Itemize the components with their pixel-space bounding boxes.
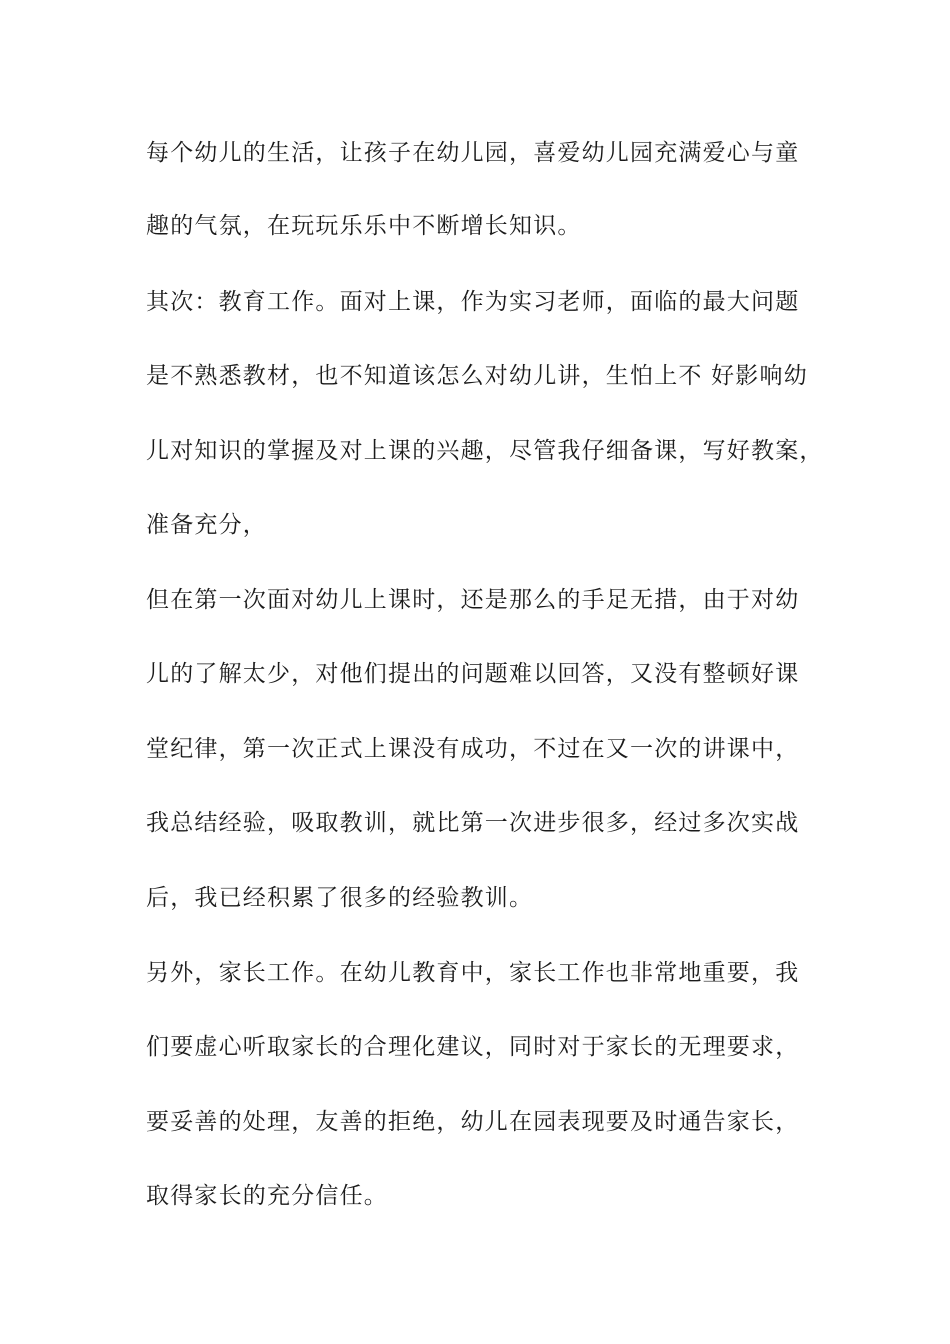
text-line: 们要虚心听取家长的合理化建议，同时对于家长的无理要求，: [146, 1034, 800, 1060]
text-line: 是不熟悉教材，也不知道该怎么对幼儿讲，生怕上不 好影响幼: [146, 363, 808, 389]
text-line: 堂纪律，第一次正式上课没有成功，不过在又一次的讲课中，: [146, 736, 800, 762]
text-line: 准备充分，: [146, 512, 267, 538]
text-line: 我总结经验，吸取教训，就比第一次进步很多，经过多次实战: [146, 810, 800, 836]
text-line: 趣的气氛，在玩玩乐乐中不断增长知识。: [146, 213, 582, 239]
text-line: 其次：教育工作。面对上课，作为实习老师，面临的最大问题: [146, 289, 800, 315]
text-line: 儿对知识的掌握及对上课的兴趣，尽管我仔细备课，写好教案，: [146, 438, 824, 464]
text-line: 另外，家长工作。在幼儿教育中，家长工作也非常地重要，我: [146, 960, 800, 986]
text-line: 要妥善的处理，友善的拒绝，幼儿在园表现要及时通告家长，: [146, 1109, 800, 1135]
text-line: 取得家长的充分信任。: [146, 1183, 388, 1209]
text-line: 但在第一次面对幼儿上课时，还是那么的手足无措，由于对幼: [146, 587, 800, 613]
text-line: 儿的了解太少，对他们提出的问题难以回答，又没有整顿好课: [146, 661, 800, 687]
text-line: 后，我已经积累了很多的经验教训。: [146, 885, 534, 911]
text-line: 每个幼儿的生活，让孩子在幼儿园，喜爱幼儿园充满爱心与童: [146, 140, 800, 166]
